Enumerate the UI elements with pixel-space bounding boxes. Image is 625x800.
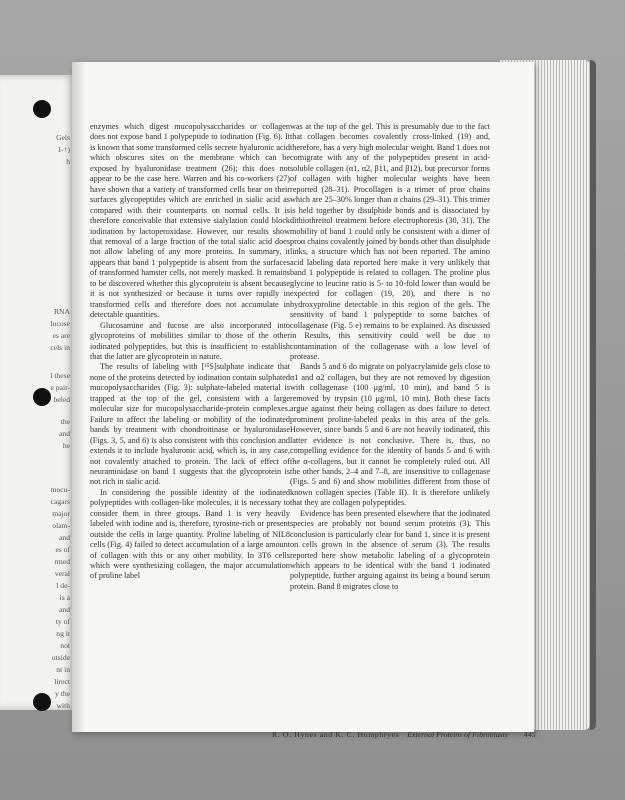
facing-page-fragment: Gels — [56, 133, 70, 142]
facing-page-fragment: cagars — [50, 497, 70, 506]
facing-page-fragment: y the — [55, 689, 70, 698]
facing-page-fragment: 1-↑) — [57, 145, 70, 154]
facing-page-fragment: and — [59, 533, 70, 542]
footer-journal-title: External Proteins of Fibroblasts — [407, 730, 508, 739]
facing-page-fragment: h — [66, 157, 70, 166]
paragraph: was at the top of the gel. This is presumably due to the fact that collagen becomes covalently cross-linked (19) and, therefore, has a very high molecular weight. Band 1 does not comigrate with any of the polypeptides present in acid-soluble collagen (α1, α2, β11, and β12), but precursor forms of collagen with higher molecular weights have been reported (28–31). Procollagen is a trimer of proα chains which are 25–30% longer than α chains (29–31). This trimer is held together by disulphide bonds and is dissociated by dithiothreitol treatment before electrophoresis (30, 31). The mobility of band 1 could only be consistent with a dimer of proα chains covalently joined by bonds other than disulphide links, a structure which has not been reported. The amino acid labeling data reported here make it very unlikely that band 1 polypeptide is related to collagen. The proline plus glycine to leucine ratio is 5- to 10-fold lower than would be expected for collagen (19, 20), and there is no hydroxyproline detectable in this region of the gels. The sensitivity of band 1 polypeptide to some batches of collagenase (Fig. 5 e) remains to be explained. As discussed in Results, this sensitivity could well be due to contamination of the collagenase with a low level of protease. — [290, 122, 490, 361]
paragraph: Glucosamine and fucose are also incorporated into glycoproteins of mobilities similar to those of the other iodinated polypeptides, but this is insufficient to establish that the latter are glycoprotein in nature. — [90, 320, 290, 361]
facing-page-fragment: es of — [55, 545, 70, 554]
binder-hole-top — [33, 100, 51, 118]
facing-page-fragment: utside — [51, 653, 70, 662]
page-footer — [272, 730, 536, 739]
facing-page-fragment: lucose — [50, 319, 70, 328]
facing-page-fragment: major — [52, 509, 70, 518]
facing-page-fragment: ty of — [55, 617, 70, 626]
paragraph: The results of labeling with [³⁵S]sulphate indicate that none of the proteins detected by iodination contain sulphated mucopolysaccharides (Fig. 3): sulphate-labeled material is trapped at the top of the gel, consistent with a large molecular size for mucopolysaccharide-protein complexes. Failure to affect the labeling or mobility of the iodinated bands by treatment with chondroitinase or hyaluronidase (Figs. 3, 5, and 6) is also consistent with this conclusion and extends it to include hyaluronic acid, which is, in any case, not covalently attached to protein. The lack of effect of neuraminidase on band 1 suggests that the glycoprotein is not rich in sialic acid. — [90, 362, 290, 487]
binder-hole-middle — [33, 388, 51, 406]
binder-hole-bottom — [33, 693, 51, 711]
paragraph: Bands 5 and 6 do migrate on polyacrylamide gels close to α1 and α2 collagen, but they are not removed by digestion with collagenase (100 μg/ml, 10 min), and band 5 is removed by trypsin (10 μg/ml, 10 min). Both these facts argue against their being collagen as does failure to detect prominent proline-labeled peaks in this area of the gels. However, since bands 5 and 6 are not heavily iodinated, this latter evidence is not conclusive. There is, thus, no compelling evidence for the identity of bands 5 and 6 with the α-collagens, but it cannot be completely ruled out. All the other bands, 2–4 and 7–8, are insensitive to collagenase (Figs. 5 and 6) and show mobilities different from those of known collagen species (Table II). It is therefore unlikely that they are collagen polypeptides. — [290, 362, 490, 508]
facing-page-fragment: he — [62, 441, 70, 450]
facing-page-fragment: not — [60, 641, 70, 650]
facing-page-fragment: is a — [59, 593, 70, 602]
facing-page-fragment: es are — [52, 331, 70, 340]
facing-page-fragment: l de- — [56, 581, 70, 590]
facing-page-fragment: e pair- — [50, 383, 70, 392]
facing-page-fragment: lirect — [54, 677, 70, 686]
facing-page-fragment: with — [56, 701, 70, 710]
facing-page-fragment: RNA — [53, 307, 70, 316]
paragraph: enzymes which digest mucopolysaccharides or collagen does not expose band 1 polypeptide to iodination (Fig. 6). It is known that some transformed cells secrete hyaluronic acid which obscures sites on the membrane which can be exposed by hyaluronidase treatment (26); this does not appear to be the case here. Warren and his co-workers (27) have shown that a variety of transformed cells bear on their surfaces glycopeptides which are enriched in sialic acid as compared with their counterparts on normal cells. It is therefore conceivable that extensive sialylation could block iodination by lactoperoxidase. However, our results show that removal of a large fraction of the total sialic acid does not allow labeling of any more proteins. In summary, it appears that band 1 polypeptide is absent from the surfaces of transformed hamster cells, not merely masked. It remains to be discovered whether this glycoprotein is absent because it is not synthesized or because it turns over rapidly in transformed cells and therefore does not accumulate in detectable quantities. — [90, 122, 290, 320]
facing-page-fragment: veral — [54, 569, 70, 578]
facing-page-fragment: olam- — [52, 521, 70, 530]
page-gutter-shadow — [72, 62, 86, 732]
facing-page-fragment: mocu- — [50, 485, 70, 494]
facing-page-fragment: rmed — [54, 557, 70, 566]
paragraph: Evidence has been presented elsewhere that the iodinated species are probably not bound serum proteins (3). This conclusion is particularly clear for band 1, since it is present on cells grown in the absence of serum (3). The results reported here show metabolic labeling of a glycoprotein which appears to be identical with the band 1 iodinated polypeptide, further arguing against its being a bound serum protein. Band 8 migrates close to — [290, 508, 490, 591]
facing-page-fragment: the — [60, 417, 70, 426]
facing-page-fragment: cels in — [50, 343, 70, 352]
text-column-right — [290, 122, 490, 592]
page-number: 445 — [523, 730, 536, 739]
facing-page-fragment: beled — [53, 395, 70, 404]
text-column-left — [90, 122, 290, 582]
facing-page-fragment: and — [59, 605, 70, 614]
journal-page — [72, 62, 536, 739]
facing-page-fragment: ng it — [56, 629, 70, 638]
facing-page-fragment: and — [59, 429, 70, 438]
facing-page-fragment: nt in — [56, 665, 70, 674]
footer-authors: R. O. Hynes and K. C. Humphryes — [272, 730, 400, 739]
paragraph: In considering the possible identity of the iodinated polypeptides with collagen-like molecules, it is necessary to consider them in three groups. Band 1 is very heavily labeled with iodine and is, therefore, tyrosine-rich or present outside the cells in large quantity. Proline labeling of NIL8 cells (Fig. 4) failed to detect accumulation of a large amount of collagen with this or any other mobility. In 3T6 cells which were synthesizing collagen, the major accumulation of proline label — [90, 487, 290, 581]
facing-page-fragment: l these — [50, 371, 70, 380]
